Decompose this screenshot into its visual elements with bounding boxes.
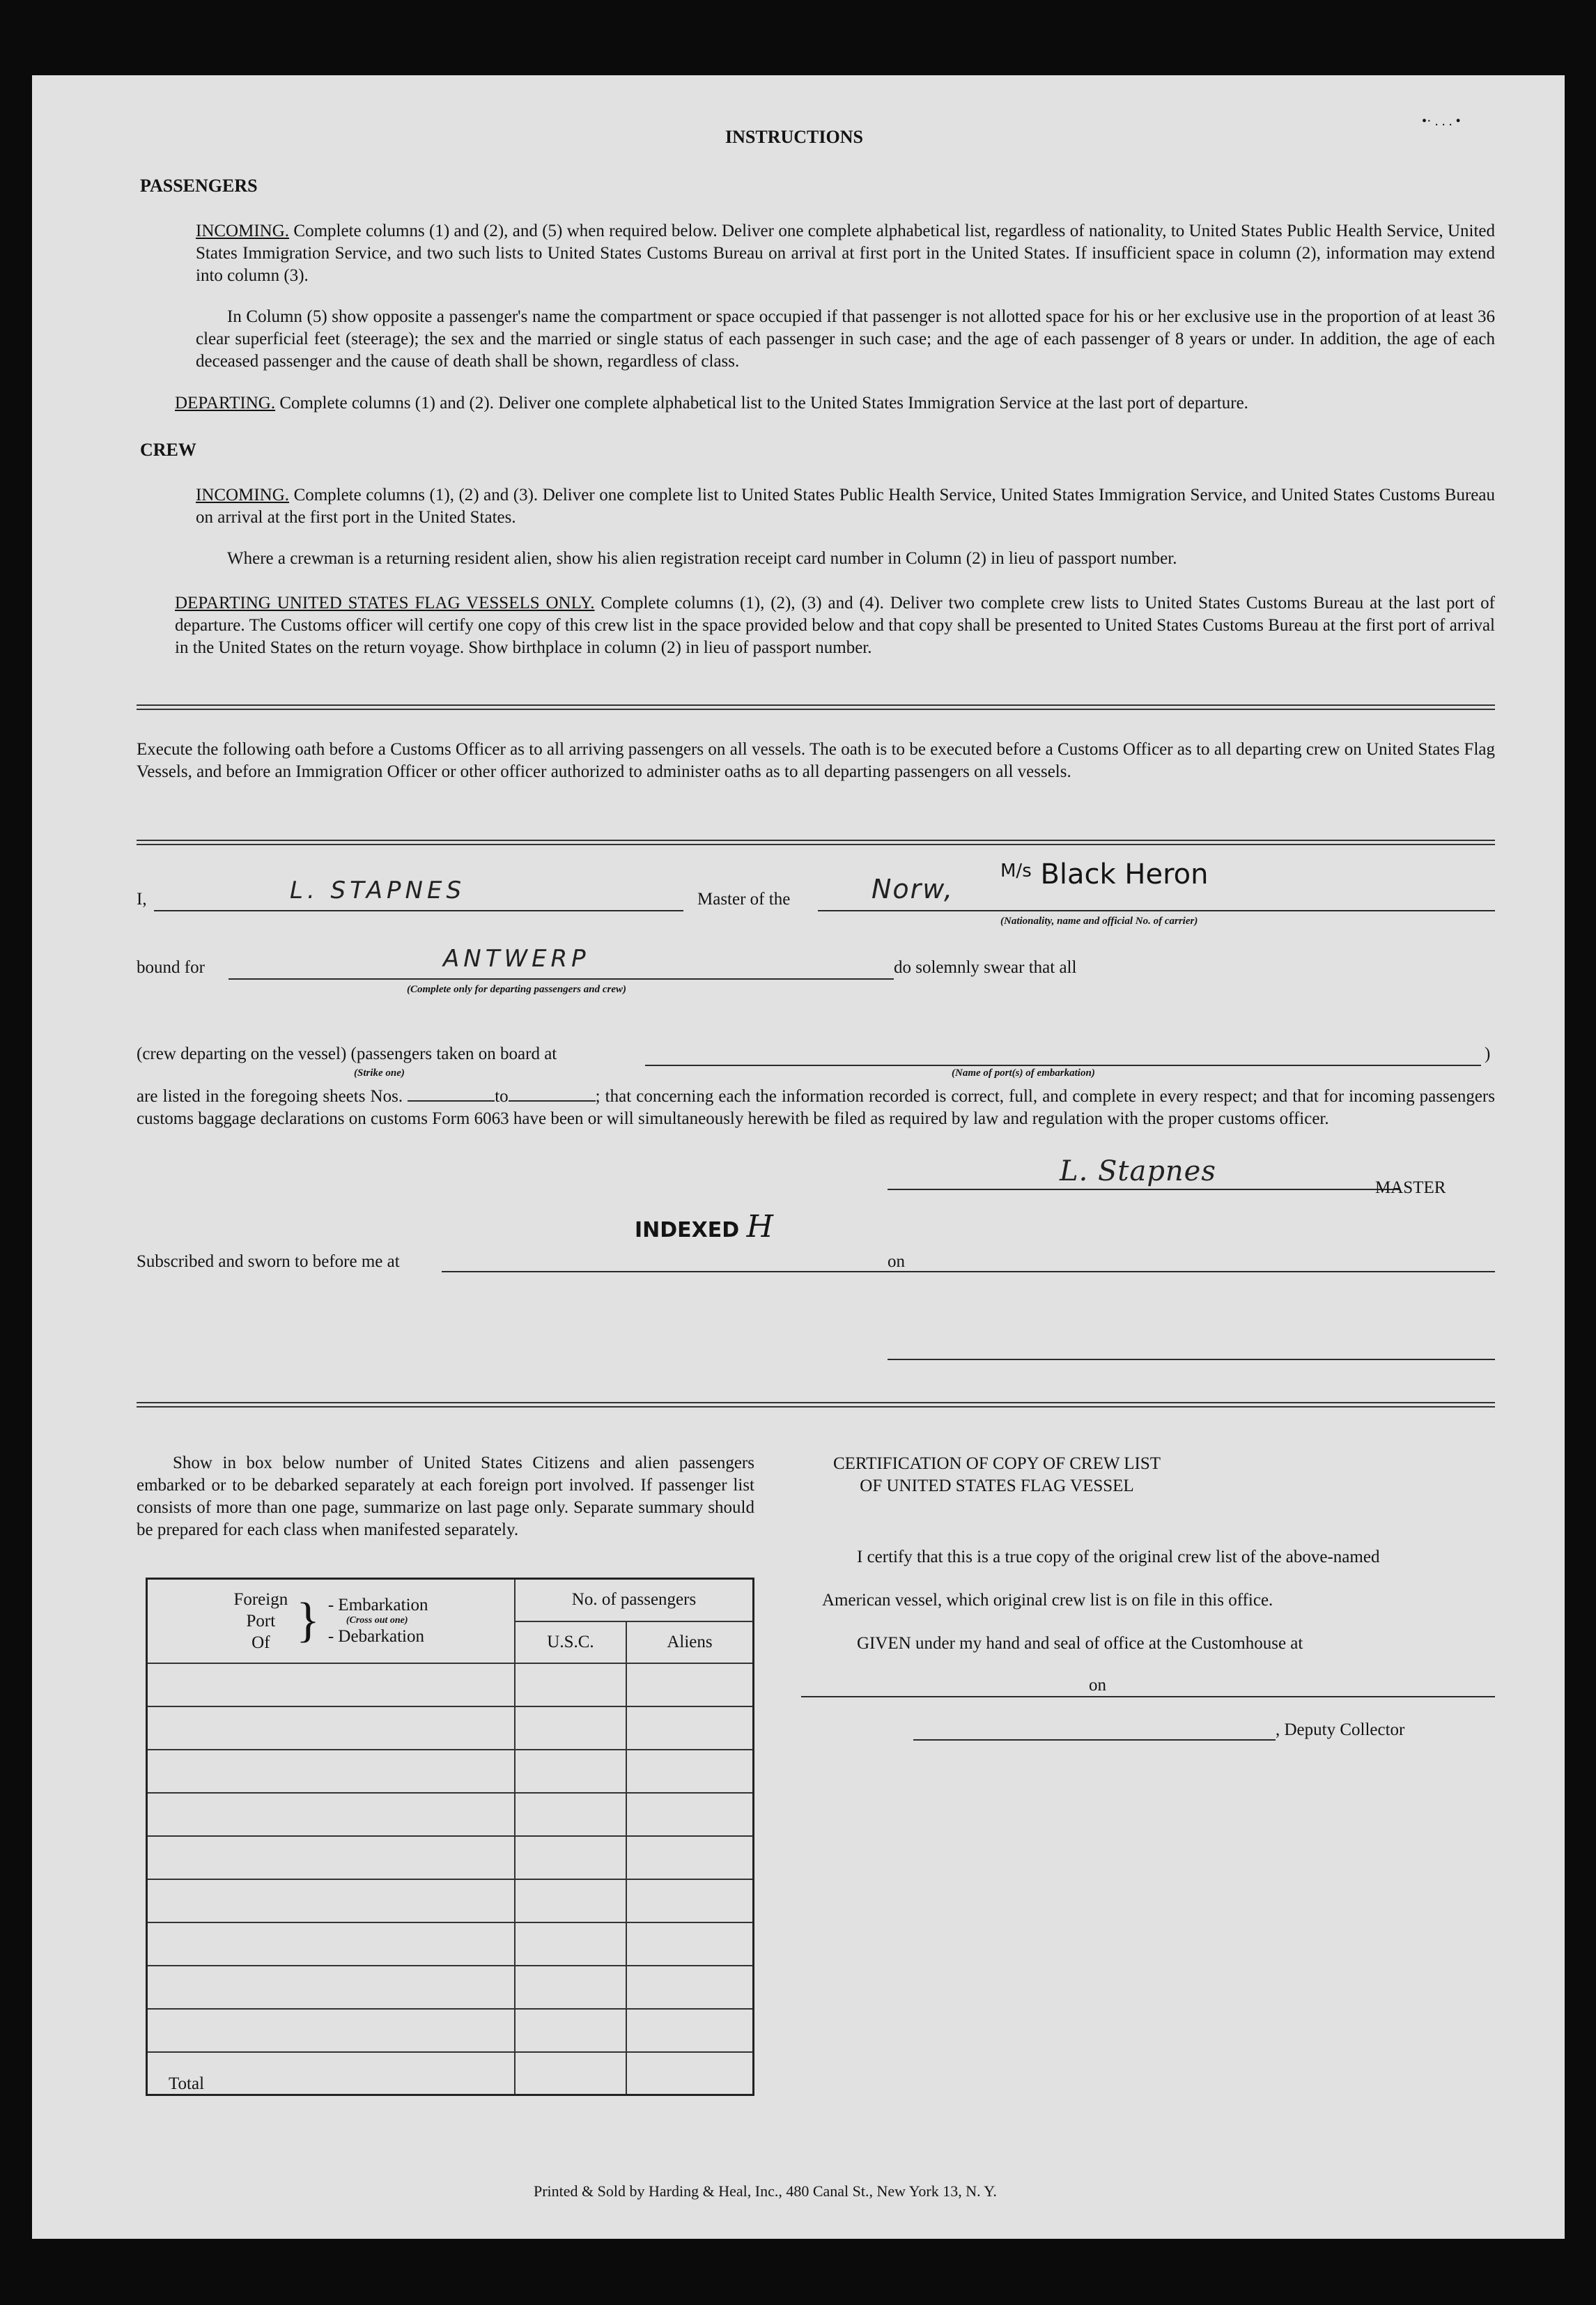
aliens-cell[interactable] [626, 1793, 754, 1836]
aliens-cell[interactable] [626, 1966, 754, 2009]
aliens-cell[interactable] [626, 2009, 754, 2052]
total-row [147, 2052, 754, 2095]
solemnly-swear-label: do solemnly swear that all [894, 958, 1077, 977]
table-row [147, 2009, 754, 2052]
usc-cell[interactable] [515, 1966, 626, 2009]
aliens-cell[interactable] [626, 1836, 754, 1879]
master-name-line [154, 910, 683, 911]
subscribed-place-line [442, 1271, 913, 1272]
port-cell[interactable] [147, 1793, 516, 1836]
aliens-cell[interactable] [626, 1750, 754, 1793]
crew-heading: CREW [140, 440, 196, 460]
oath-listed-paragraph: are listed in the foregoing sheets Nos. to ; that concerning each the information recorded is correct, full, and complete in every respect; and that for incoming passengers customs baggage declarations on customs Form 6063 have been or will simultaneously herewith be filed as required by law and regulation with the proper customs officer. [137, 1087, 1495, 1128]
crew-incoming-paragraph: INCOMING. Complete columns (1), (2) and (3). Deliver one complete list to United States Public Health Service, United States Immigration Service, and United States Customs Bureau on arrival at the first port in the United States. [196, 486, 1495, 527]
usc-cell[interactable] [515, 1663, 626, 1706]
certification-line-1: I certify that this is a true copy of the original crew list of the above-named [857, 1548, 1380, 1566]
total-label: Total [147, 2052, 516, 2095]
passengers-departing-paragraph: DEPARTING. Complete columns (1) and (2). Deliver one complete alphabetical list to the United States Immigration Service at the last port of departure. [175, 394, 1248, 413]
strike-one-caption: (Strike one) [354, 1067, 405, 1079]
subscribed-on-label: on [888, 1252, 905, 1271]
table-row [147, 1836, 754, 1879]
passengers-heading: PASSENGERS [140, 176, 258, 196]
instructions-heading: INSTRUCTIONS [725, 127, 863, 147]
ports-close-paren: ) [1485, 1044, 1491, 1063]
divider [137, 704, 1495, 710]
total-usc-cell[interactable] [515, 2052, 626, 2095]
table-row [147, 1966, 754, 2009]
passengers-column5-paragraph: In Column (5) show opposite a passenger's name the compartment or space occupied if that passenger is not allotted space for his or her exclusive use in the proportion of at least 36 clear superficial feet (steerage); the sex and the married or single status of each passenger in such case; and the age of each passenger of 8 years or under. In addition, the age of each deceased passenger and the cause of death shall be shown, regardless of class. [196, 307, 1495, 371]
crew-returning-alien-paragraph: Where a crewman is a returning resident alien, show his alien registration receipt card number in Column (2) in lieu of passport number. [227, 549, 1177, 568]
vessel-line [818, 910, 1495, 911]
officer-signature-line [888, 1359, 1495, 1360]
destination-caption: (Complete only for departing passengers and crew) [407, 984, 626, 995]
usc-cell[interactable] [515, 1706, 626, 1750]
port-cell[interactable] [147, 1663, 516, 1706]
crew-departing-us-flag-paragraph: DEPARTING UNITED STATES FLAG VESSELS ONLY. Complete columns (1), (2), (3) and (4). Deliver two complete crew lists to United States Customs Bureau at the last port of departure. The Customs officer will certify one copy of this crew list in the space provided below and that copy shall be presented to United States Customs Bureau at the first port of arrival in the United States on the return voyage. Show birthplace in column (2) in lieu of passport number. [175, 594, 1495, 657]
port-cell[interactable] [147, 1750, 516, 1793]
summary-instructions-paragraph: Show in box below number of United States Citizens and alien passengers embarked or to be debarked separately at each foreign port involved. If passenger list consists of more than one page, summarize on last page only. Separate summary should be prepared for each class when manifested separately. [137, 1454, 754, 1539]
table-row [147, 1793, 754, 1836]
cert-place-line [801, 1696, 1119, 1697]
port-cell[interactable] [147, 1706, 516, 1750]
master-of-the-label: Master of the [697, 890, 791, 909]
destination-line [228, 978, 894, 980]
ports-caption: (Name of port(s) of embarkation) [952, 1067, 1095, 1079]
indexed-stamp [635, 1209, 774, 1244]
master-signature-line [888, 1189, 1400, 1190]
aliens-cell[interactable] [626, 1922, 754, 1966]
aliens-cell[interactable] [626, 1663, 754, 1706]
oath-instructions-paragraph: Execute the following oath before a Customs Officer as to all arriving passengers on all vessels. The oath is to be executed before a Customs Officer as to all departing crew on United States Flag Vessels, and before an Immigration Officer or other officer authorized to administer oaths as to all departing passengers on all vessels. [137, 740, 1495, 781]
corner-marks: •· . . . • [1422, 114, 1461, 129]
usc-cell[interactable] [515, 1879, 626, 1922]
ports-line [645, 1065, 1481, 1066]
document-page [32, 75, 1565, 2239]
master-label: MASTER [1375, 1178, 1446, 1197]
table-row [147, 1750, 754, 1793]
aliens-cell[interactable] [626, 1706, 754, 1750]
deputy-collector-label: , Deputy Collector [1276, 1720, 1405, 1739]
port-header-cell: Foreign Port Of } - Embarkation (Cross out one) - Debarkation [147, 1579, 516, 1663]
usc-cell[interactable] [515, 1836, 626, 1879]
port-cell[interactable] [147, 1836, 516, 1879]
usc-cell[interactable] [515, 1922, 626, 1966]
certification-line-2: American vessel, which original crew list is on file in this office. [822, 1591, 1273, 1610]
usc-cell[interactable] [515, 1793, 626, 1836]
vessel-name-stamp [1000, 854, 1208, 891]
vessel-prefix: M/s [1000, 861, 1032, 881]
deputy-signature-line [913, 1739, 1276, 1741]
vessel-name: Black Heron [1040, 858, 1209, 891]
port-cell[interactable] [147, 2009, 516, 2052]
port-cell[interactable] [147, 1879, 516, 1922]
usc-cell[interactable] [515, 1750, 626, 1793]
aliens-header: Aliens [626, 1621, 754, 1663]
master-signature: L. Stapnes [1060, 1155, 1216, 1187]
certification-on-label: on [1089, 1676, 1106, 1695]
crew-departing-label: (crew departing on the vessel) (passengers taken on board at [137, 1044, 557, 1063]
certification-title-2: OF UNITED STATES FLAG VESSEL [860, 1477, 1134, 1495]
master-name-handwritten: L. STAPNES [290, 877, 466, 904]
passengers-incoming-paragraph: INCOMING. Complete columns (1) and (2), and (5) when required below. Deliver one complete alphabetical list, regardless of nationality, to United States Public Health Service, United States Immigration Service, and two such lists to United States Customs Bureau on arrival at first port in the United States. If insufficient space in column (2), information may extend into column (3). [196, 222, 1496, 285]
divider [137, 1402, 1495, 1408]
vessel-nationality-handwritten: Norw, [871, 874, 954, 904]
subscribed-sworn-label: Subscribed and sworn to before me at [137, 1252, 400, 1271]
printer-footer: Printed & Sold by Harding & Heal, Inc., 480 Canal St., New York 13, N. Y. [534, 2182, 997, 2200]
nationality-caption: (Nationality, name and official No. of carrier) [1000, 916, 1198, 927]
total-aliens-cell[interactable] [626, 2052, 754, 2095]
passenger-summary-table [146, 1578, 754, 2096]
table-row [147, 1922, 754, 1966]
table-row [147, 1663, 754, 1706]
usc-header: U.S.C. [515, 1621, 626, 1663]
bound-for-label: bound for [137, 958, 205, 977]
indexed-label: INDEXED [635, 1218, 740, 1242]
subscribed-date-line [911, 1271, 1495, 1272]
aliens-cell[interactable] [626, 1879, 754, 1922]
port-cell[interactable] [147, 1922, 516, 1966]
indexed-initial: H [746, 1209, 774, 1244]
certification-line-3: GIVEN under my hand and seal of office at the Customhouse at [857, 1634, 1303, 1653]
table-row [147, 1879, 754, 1922]
usc-cell[interactable] [515, 2009, 626, 2052]
destination-handwritten: ANTWERP [443, 945, 590, 973]
port-cell[interactable] [147, 1966, 516, 2009]
divider [137, 840, 1495, 845]
oath-i-label: I, [137, 890, 147, 909]
table-row [147, 1706, 754, 1750]
cert-date-line [1107, 1696, 1495, 1697]
certification-title-1: CERTIFICATION OF COPY OF CREW LIST [832, 1454, 1161, 1473]
no-of-passengers-header: No. of passengers [515, 1579, 754, 1621]
